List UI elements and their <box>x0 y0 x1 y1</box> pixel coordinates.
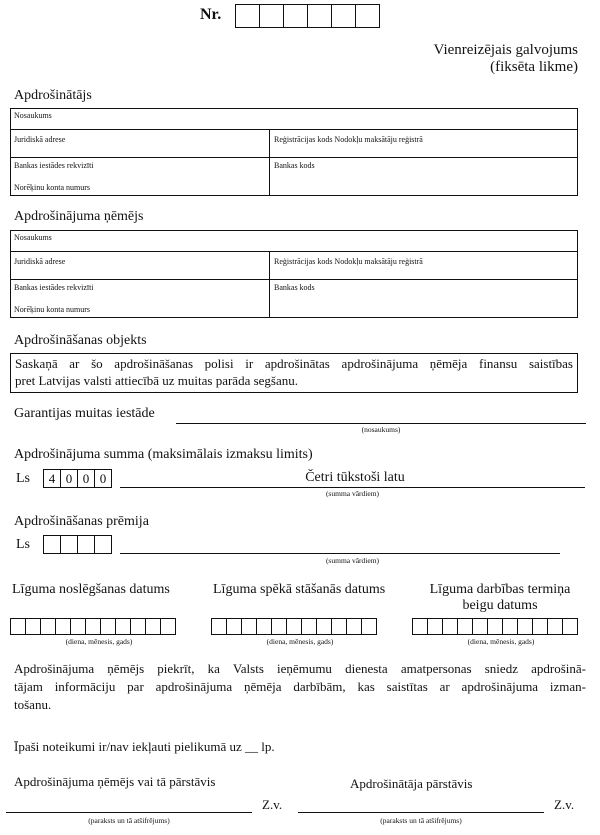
holder-signature-line[interactable] <box>6 812 252 813</box>
nr-box[interactable] <box>283 4 308 28</box>
date-box[interactable] <box>346 618 362 635</box>
date-box[interactable] <box>100 618 116 635</box>
date-box[interactable] <box>286 618 302 635</box>
date-box[interactable] <box>412 618 428 635</box>
insurer-address-label[interactable]: Juridiskā adrese <box>14 135 66 144</box>
premium-digit[interactable] <box>77 535 95 554</box>
date-box[interactable] <box>241 618 257 635</box>
effective-date-boxes[interactable] <box>212 618 377 635</box>
premium-digit[interactable] <box>43 535 61 554</box>
insurer-signature-caption: (paraksts un tā atšifrējums) <box>380 816 462 825</box>
sum-digit[interactable]: 0 <box>77 469 95 488</box>
insurer-reg-code-label[interactable]: Reģistrācijas kods Nodokļu maksātāju reģistrā <box>274 135 423 144</box>
customs-label: Garantijas muitas iestāde <box>14 406 155 421</box>
date-box[interactable] <box>145 618 161 635</box>
nr-box[interactable] <box>259 4 284 28</box>
insurer-bank-details-label[interactable]: Bankas iestādes rekvizīti <box>14 161 94 170</box>
policyholder-table <box>10 230 578 318</box>
nr-box[interactable] <box>307 4 332 28</box>
sum-digit[interactable]: 0 <box>60 469 78 488</box>
date-box[interactable] <box>25 618 41 635</box>
object-heading: Apdrošināšanas objekts <box>14 333 147 348</box>
policyholder-address-label[interactable]: Juridiskā adrese <box>14 257 66 266</box>
sum-words[interactable]: Četri tūkstoši latu <box>305 470 405 485</box>
date-box[interactable] <box>130 618 146 635</box>
date-box[interactable] <box>457 618 473 635</box>
conclusion-date-caption: (diena, mēnesis, gads) <box>65 637 133 646</box>
end-date-boxes[interactable] <box>413 618 578 635</box>
special-conditions: Īpaši noteikumi ir/nav iekļauti pielikumā uz __ lp. <box>14 739 275 754</box>
conclusion-date-label: Līguma noslēgšanas datums <box>12 582 170 597</box>
nr-box[interactable] <box>235 4 260 28</box>
holder-stamp-label: Z.v. <box>262 797 283 812</box>
holder-signature-label: Apdrošinājuma ņēmējs vai tā pārstāvis <box>14 774 216 789</box>
consent-line3: tošanu. <box>14 697 52 712</box>
holder-signature-caption: (paraksts un tā atšifrējums) <box>88 816 170 825</box>
date-box[interactable] <box>301 618 317 635</box>
nr-boxes[interactable] <box>236 4 380 28</box>
insurer-signature-label: Apdrošinātāja pārstāvis <box>350 776 473 791</box>
sum-digit[interactable]: 4 <box>43 469 61 488</box>
premium-heading: Apdrošināšanas prēmija <box>14 514 149 529</box>
consent-paragraph <box>14 660 586 714</box>
policyholder-bank-code-label[interactable]: Bankas kods <box>274 283 315 292</box>
insurer-signature-line[interactable] <box>298 812 544 813</box>
date-box[interactable] <box>10 618 26 635</box>
date-box[interactable] <box>70 618 86 635</box>
consent-line1: Apdrošinājuma ņēmējs piekrīt, ka Valsts ieņēmumu dienesta amatpersonas sniedz apdrošinā- <box>14 661 586 676</box>
policyholder-reg-code-label[interactable]: Reģistrācijas kods Nodokļu maksātāju reģistrā <box>274 257 423 266</box>
object-text-line1: Saskaņā ar šo apdrošināšanas polisi ir apdrošinātas apdrošinājuma ņēmēja finansu saistības <box>15 356 573 371</box>
nr-label: Nr. <box>200 6 222 23</box>
form-title-line1: Vienreizējais galvojums <box>433 42 578 58</box>
end-date-label <box>410 582 590 614</box>
effective-date-caption: (diena, mēnesis, gads) <box>266 637 334 646</box>
date-box[interactable] <box>361 618 377 635</box>
insurer-name-label[interactable]: Nosaukums <box>14 111 52 120</box>
effective-date-label: Līguma spēkā stāšanās datums <box>213 582 386 597</box>
date-box[interactable] <box>256 618 272 635</box>
date-box[interactable] <box>517 618 533 635</box>
date-box[interactable] <box>502 618 518 635</box>
policyholder-bank-details-label[interactable]: Bankas iestādes rekvizīti <box>14 283 94 292</box>
date-box[interactable] <box>562 618 578 635</box>
date-box[interactable] <box>115 618 131 635</box>
insurer-bank-code-label[interactable]: Bankas kods <box>274 161 315 170</box>
policyholder-name-label[interactable]: Nosaukums <box>14 233 52 242</box>
date-box[interactable] <box>427 618 443 635</box>
date-box[interactable] <box>547 618 563 635</box>
premium-words-line[interactable] <box>120 553 560 554</box>
date-box[interactable] <box>331 618 347 635</box>
nr-box[interactable] <box>331 4 356 28</box>
premium-currency: Ls <box>16 537 30 552</box>
date-box[interactable] <box>85 618 101 635</box>
premium-caption: (summa vārdiem) <box>325 556 380 565</box>
insurer-heading: Apdrošinātājs <box>14 88 92 103</box>
date-box[interactable] <box>532 618 548 635</box>
form-title-line2: (fiksēta likme) <box>490 59 578 75</box>
customs-input-line[interactable] <box>176 423 586 424</box>
date-box[interactable] <box>40 618 56 635</box>
date-box[interactable] <box>211 618 227 635</box>
premium-digit[interactable] <box>94 535 112 554</box>
sum-caption: (summa vārdiem) <box>325 489 380 498</box>
date-box[interactable] <box>226 618 242 635</box>
date-box[interactable] <box>316 618 332 635</box>
end-date-label-line1: Līguma darbības termiņa <box>429 582 571 597</box>
date-box[interactable] <box>55 618 71 635</box>
form-title <box>434 42 578 76</box>
nr-box[interactable] <box>355 4 380 28</box>
date-box[interactable] <box>472 618 488 635</box>
date-box[interactable] <box>160 618 176 635</box>
conclusion-date-boxes[interactable] <box>11 618 176 635</box>
premium-boxes[interactable] <box>44 535 112 554</box>
object-text-line2: pret Latvijas valsti attiecībā uz muitas parāda segšanu. <box>15 373 299 388</box>
consent-line2: tājam informāciju par apdrošinājuma ņēmēja darbībām, kas saistītas ar apdrošinājuma izman- <box>14 679 586 694</box>
sum-digit[interactable]: 0 <box>94 469 112 488</box>
policyholder-account-label[interactable]: Norēķinu konta numurs <box>14 305 90 314</box>
insurer-table <box>10 108 578 196</box>
object-box <box>10 353 578 393</box>
insurer-stamp-label: Z.v. <box>554 797 575 812</box>
sum-currency: Ls <box>16 471 30 486</box>
end-date-label-line2: beigu datums <box>462 598 538 613</box>
date-box[interactable] <box>487 618 503 635</box>
sum-digit-boxes[interactable] <box>44 469 112 488</box>
policyholder-heading: Apdrošinājuma ņēmējs <box>14 209 144 224</box>
date-box[interactable] <box>442 618 458 635</box>
insurer-account-label[interactable]: Norēķinu konta numurs <box>14 183 90 192</box>
sum-heading: Apdrošinājuma summa (maksimālais izmaksu limits) <box>14 447 313 462</box>
end-date-caption: (diena, mēnesis, gads) <box>467 637 535 646</box>
customs-caption: (nosaukums) <box>361 425 401 434</box>
sum-words-line <box>120 487 585 488</box>
date-box[interactable] <box>271 618 287 635</box>
premium-digit[interactable] <box>60 535 78 554</box>
